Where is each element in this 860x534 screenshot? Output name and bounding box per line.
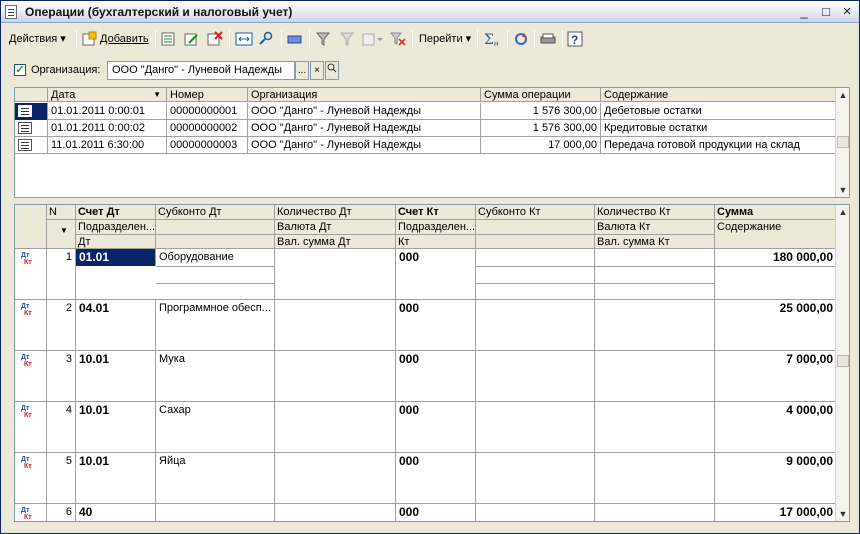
entries-header-sum[interactable]: Сумма: [715, 205, 837, 220]
journal-row[interactable]: [15, 137, 837, 154]
journal-scrollbar[interactable]: [835, 88, 849, 197]
entries-header-qty-kt[interactable]: Количество Кт: [595, 205, 715, 220]
svg-text:Σ: Σ: [484, 32, 494, 47]
toolbar-separator: [76, 30, 77, 48]
entry-cell-acc-kt[interactable]: 000: [396, 300, 476, 351]
journal-cell-date: 01.01.2011 0:00:02: [48, 120, 167, 137]
sort-arrow-icon: ▼: [153, 90, 161, 99]
journal-cell-content: Кредитовые остатки: [601, 120, 837, 137]
journal-cell-organization: ООО "Данго" - Луневой Надежды: [248, 103, 481, 120]
entry-cell-acc-kt[interactable]: 000: [396, 453, 476, 504]
minimize-button[interactable]: _: [800, 4, 808, 19]
entry-cell-acc-dt[interactable]: 01.01: [76, 249, 156, 266]
help-icon[interactable]: [567, 31, 585, 47]
entry-cell-sub-dt[interactable]: Программное обесп...: [156, 300, 275, 351]
entry-cell-qty-dt[interactable]: [275, 453, 396, 504]
organization-filter-checkbox[interactable]: ✓: [15, 64, 25, 76]
entry-cell-acc-kt[interactable]: 000: [396, 504, 476, 522]
actions-label: Действия: [9, 33, 58, 45]
journal-cell-sum: 1 576 300,00: [481, 103, 601, 120]
scroll-thumb[interactable]: [837, 355, 849, 367]
entry-cell-acc-kt[interactable]: 000: [396, 249, 476, 300]
operation-document-icon: [18, 105, 32, 117]
entry-icon-cell: [15, 300, 47, 351]
entry-cell-sum[interactable]: 180 000,00: [715, 249, 837, 300]
entry-cell-sub-kt[interactable]: [476, 300, 595, 351]
filter-remove-icon[interactable]: [389, 31, 407, 47]
entry-cell-qty-kt[interactable]: [595, 402, 715, 453]
subcell-divider: [156, 266, 275, 267]
entries-header-icon: [15, 205, 47, 249]
entry-cell-n: 6: [47, 504, 76, 522]
entries-header-cur-dt[interactable]: Валюта Дт: [275, 220, 396, 235]
entry-icon-cell: [15, 453, 47, 504]
toolbar-separator: [562, 30, 563, 48]
dt-kt-icon: Дт Кт: [21, 303, 32, 317]
entry-cell-qty-dt[interactable]: [275, 249, 396, 300]
header-content[interactable]: Содержание: [601, 88, 837, 102]
entry-cell-n: 3: [47, 351, 76, 402]
toolbar-separator: [155, 30, 156, 48]
sort-arrow-icon: ▼: [60, 226, 68, 235]
journal-cell-date: 01.01.2011 0:00:01: [48, 103, 167, 120]
entry-icon-cell: [15, 402, 47, 453]
entry-cell-sum[interactable]: 25 000,00: [715, 300, 837, 351]
dt-kt-icon: Дт Кт: [21, 354, 32, 368]
window-title: Операции (бухгалтерский и налоговый учет): [25, 5, 293, 19]
goto-label: Перейти: [419, 33, 463, 45]
add-button[interactable]: Добавить: [100, 33, 149, 45]
journal-cell-content: Дебетовые остатки: [601, 103, 837, 120]
scroll-thumb[interactable]: [837, 136, 849, 148]
print-icon[interactable]: [539, 31, 557, 47]
entry-cell-acc-kt[interactable]: 000: [396, 351, 476, 402]
entry-icon-cell: [15, 351, 47, 402]
toolbar: [1, 28, 859, 50]
entries-scrollbar[interactable]: [835, 205, 849, 521]
entry-cell-n: 5: [47, 453, 76, 504]
entry-cell-sub-kt[interactable]: [476, 249, 595, 300]
actions-menu[interactable]: Действия ▾: [9, 33, 66, 45]
entries-header-qty-dt[interactable]: Количество Дт: [275, 205, 396, 220]
entry-row[interactable]: [15, 249, 837, 300]
organization-filter-label: Организация:: [31, 64, 101, 76]
entries-header-sub-kt[interactable]: Субконто Кт: [476, 205, 595, 220]
entries-header-blank: [156, 235, 275, 249]
journal-cell-date: 11.01.2011 6:30:00: [48, 137, 167, 154]
sum-icon[interactable]: [483, 31, 501, 47]
entries-header-sort[interactable]: [47, 220, 76, 249]
journal-row-icon: [15, 120, 48, 137]
header-icon-column: [15, 88, 48, 102]
toolbar-separator: [229, 30, 230, 48]
delete-icon[interactable]: [207, 31, 225, 47]
entry-row[interactable]: [15, 351, 837, 402]
header-organization[interactable]: Организация: [248, 88, 481, 102]
operation-document-icon: [18, 139, 32, 151]
entries-header-acc-kt[interactable]: Счет Кт: [396, 205, 476, 220]
entry-cell-qty-kt[interactable]: [595, 300, 715, 351]
entry-cell-qty-dt[interactable]: [275, 351, 396, 402]
entry-row[interactable]: [15, 300, 837, 351]
header-sum[interactable]: Сумма операции: [481, 88, 601, 102]
entries-header-div-dt[interactable]: Подразделен...: [78, 221, 156, 233]
journal-cell-number: 00000000001: [167, 103, 248, 120]
journal-cell-organization: ООО "Данго" - Луневой Надежды: [248, 137, 481, 154]
entry-cell-sum[interactable]: 4 000,00: [715, 402, 837, 453]
toolbar-separator: [412, 30, 413, 48]
entries-header-n[interactable]: N: [47, 205, 76, 220]
goto-menu[interactable]: Перейти ▾: [419, 33, 472, 45]
entry-cell-sub-dt[interactable]: Яйца: [156, 453, 275, 504]
entry-cell-qty-dt[interactable]: [275, 504, 396, 522]
document-icon: [5, 5, 17, 19]
entry-cell-acc-dt[interactable]: 10.01: [76, 402, 156, 453]
maximize-button[interactable]: □: [822, 4, 830, 19]
header-date-label: Дата: [51, 89, 76, 101]
entries-header-content[interactable]: Содержание: [715, 220, 837, 249]
subcell-divider: [476, 283, 715, 284]
journal-cell-sum: 1 576 300,00: [481, 120, 601, 137]
journal-cell-number: 00000000002: [167, 120, 248, 137]
add-copy-icon[interactable]: [161, 31, 179, 47]
add-icon: [81, 31, 99, 47]
entry-cell-n: 1: [47, 249, 76, 300]
toolbar-separator: [281, 30, 282, 48]
dt-kt-icon: Дт Кт: [21, 252, 32, 266]
organization-filter-field[interactable]: ООО "Данго" - Луневой Надежды: [107, 61, 295, 80]
dt-kt-icon: Дт Кт: [21, 507, 32, 521]
close-button[interactable]: ×: [842, 3, 852, 20]
magnifier-icon: [327, 63, 337, 73]
entries-header-blank: [476, 235, 595, 249]
toolbar-separator: [477, 30, 478, 48]
subcell-divider: [476, 266, 715, 267]
toolbar-separator: [507, 30, 508, 48]
entry-cell-sub-kt[interactable]: [476, 402, 595, 453]
scroll-up-icon[interactable]: ▲: [838, 207, 848, 217]
entry-cell-acc-kt[interactable]: 000: [396, 402, 476, 453]
header-date[interactable]: [48, 88, 167, 102]
journal-table: [14, 87, 850, 198]
journal-cell-number: 00000000003: [167, 137, 248, 154]
scroll-up-icon[interactable]: ▲: [838, 90, 848, 100]
journal-header: [15, 88, 837, 102]
entry-cell-sum[interactable]: 9 000,00: [715, 453, 837, 504]
entry-cell-acc-dt[interactable]: 40: [76, 504, 156, 522]
journal-cell-organization: ООО "Данго" - Луневой Надежды: [248, 120, 481, 137]
entry-cell-qty-dt[interactable]: [275, 402, 396, 453]
entries-header-sub-dt[interactable]: Субконто Дт: [156, 205, 275, 220]
title-bar: [1, 1, 859, 23]
scroll-down-icon[interactable]: ▼: [838, 185, 848, 195]
filter-icon[interactable]: [314, 31, 332, 47]
refresh-icon[interactable]: [512, 31, 530, 47]
scroll-down-icon[interactable]: ▼: [838, 509, 848, 519]
journal-cell-content: Передача готовой продукции на склад: [601, 137, 837, 154]
entry-cell-n: 4: [47, 402, 76, 453]
journal-row-icon: [15, 137, 48, 154]
edit-icon[interactable]: [184, 31, 202, 47]
journal-cell-sum: 17 000,00: [481, 137, 601, 154]
entry-cell-qty-dt[interactable]: [275, 300, 396, 351]
entry-row[interactable]: [15, 453, 837, 504]
entries-table: [14, 204, 850, 522]
entries-header-blank: [476, 220, 595, 235]
organization-open-button[interactable]: [325, 61, 339, 80]
entries-header-acc-dt[interactable]: Счет Дт: [76, 205, 156, 220]
organization-clear-button[interactable]: ×: [310, 61, 324, 80]
subcell-divider: [156, 283, 275, 284]
entry-cell-acc-dt[interactable]: 10.01: [76, 351, 156, 402]
operation-document-icon: [18, 122, 32, 134]
entry-row[interactable]: [15, 402, 837, 453]
filter-clear-icon[interactable]: [338, 31, 356, 47]
dt-kt-icon: Дт Кт: [21, 405, 32, 419]
journal-row[interactable]: [15, 103, 837, 120]
journal-row-icon: [15, 103, 48, 120]
entry-icon-cell: [15, 249, 47, 300]
search-icon[interactable]: [257, 31, 275, 47]
entries-header-cur-kt[interactable]: Валюта Кт: [595, 220, 715, 235]
entry-cell-sum[interactable]: 7 000,00: [715, 351, 837, 402]
entry-cell-acc-dt[interactable]: 04.01: [76, 300, 156, 351]
organization-browse-button[interactable]: ...: [295, 61, 309, 80]
toolbar-separator: [309, 30, 310, 48]
entry-icon-cell: [15, 504, 47, 522]
entries-header-cur-sum-kt[interactable]: Вал. сумма Кт: [595, 235, 715, 249]
dt-kt-icon: Дт Кт: [21, 456, 32, 470]
entry-cell-sub-dt[interactable]: Сахар: [156, 402, 275, 453]
entry-cell-qty-kt[interactable]: [595, 351, 715, 402]
entry-cell-sub-kt[interactable]: [476, 504, 595, 522]
entry-cell-acc-dt[interactable]: 10.01: [76, 453, 156, 504]
toolbar-separator: [534, 30, 535, 48]
organization-filter: [11, 61, 341, 81]
subcell-divider: [715, 266, 837, 267]
svg-text:?: ?: [571, 33, 579, 47]
entries-header-cur-sum-dt[interactable]: Вал. сумма Дт: [275, 235, 396, 249]
entry-row[interactable]: [15, 504, 837, 522]
svg-text:н: н: [494, 39, 499, 47]
move-icon[interactable]: [286, 31, 304, 47]
entry-cell-sub-dt[interactable]: Мука: [156, 351, 275, 402]
entries-header-div-kt[interactable]: Подразделен...: [398, 221, 476, 233]
entries-header-kt[interactable]: Кт: [396, 235, 476, 249]
entry-cell-sub-dt[interactable]: [156, 504, 275, 522]
range-icon[interactable]: [235, 31, 253, 47]
journal-row[interactable]: [15, 120, 837, 137]
filter-list-icon[interactable]: [361, 31, 379, 47]
entry-cell-sub-kt[interactable]: [476, 453, 595, 504]
header-number[interactable]: Номер: [167, 88, 248, 102]
entries-header-blank: [156, 220, 275, 235]
entry-cell-sum[interactable]: 17 000,00: [715, 504, 837, 522]
entries-header-dt[interactable]: Дт: [76, 235, 156, 249]
entry-cell-qty-kt[interactable]: [595, 504, 715, 522]
entry-cell-sub-dt[interactable]: Оборудование: [156, 249, 275, 300]
entry-cell-qty-kt[interactable]: [595, 249, 715, 300]
entry-cell-sub-kt[interactable]: [476, 351, 595, 402]
entry-cell-qty-kt[interactable]: [595, 453, 715, 504]
entry-cell-n: 2: [47, 300, 76, 351]
